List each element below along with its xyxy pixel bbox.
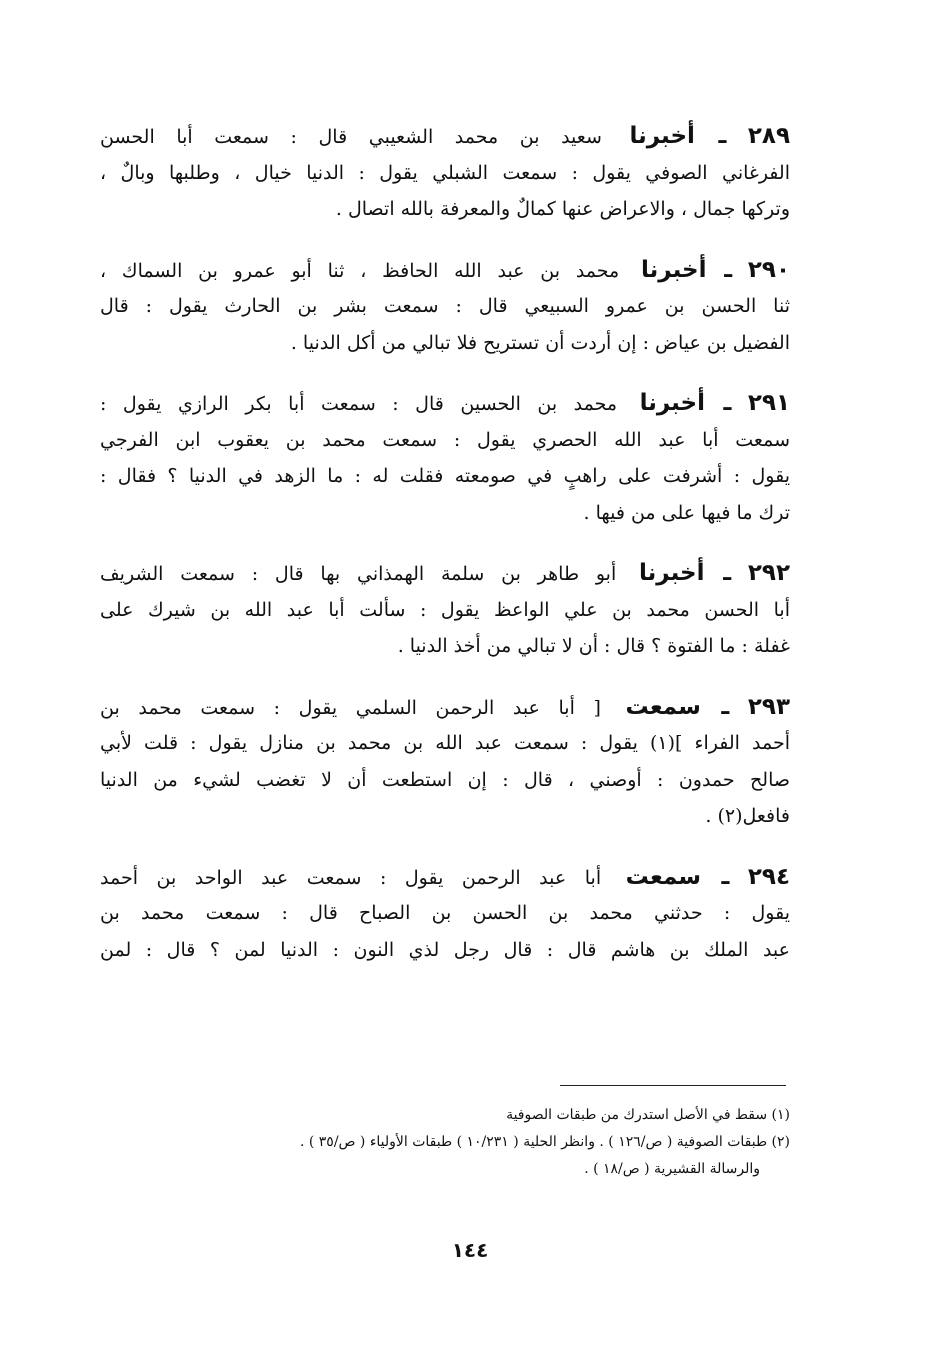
entry-text: محمد بن الحسين قال : سمعت أبا بكر الرازي يقول : bbox=[100, 393, 618, 415]
entry-line bbox=[100, 252, 790, 289]
entry-line bbox=[100, 555, 790, 592]
entry-line: فافعل(٢) . bbox=[705, 805, 790, 827]
entry-dash: ـ bbox=[694, 123, 727, 149]
entry-keyword: سمعت bbox=[625, 693, 701, 720]
entry-290 bbox=[100, 252, 790, 362]
entry-dash: ـ bbox=[706, 256, 733, 283]
entry-line: الفضيل بن عياض : إن أردت أن تستريح فلا تبالي من أكل الدنيا . bbox=[290, 331, 790, 354]
entry-number: ٢٨٩ bbox=[747, 123, 790, 149]
entry-text: أبو طاهر بن سلمة الهمذاني بها قال : سمعت الشريف bbox=[100, 563, 617, 585]
entry-keyword: أخبرنا bbox=[641, 256, 707, 283]
entry-293 bbox=[100, 689, 790, 835]
entry-keyword: أخبرنا bbox=[639, 390, 706, 416]
entry-number: ٢٩٢ bbox=[747, 560, 790, 586]
entry-keyword: أخبرنا bbox=[629, 123, 695, 149]
entry-line bbox=[100, 385, 790, 422]
footnote-divider bbox=[560, 1085, 786, 1086]
entry-line: يقول : أشرفت على راهبٍ في صومعته فقلت له : ما الزهد في الدنيا ؟ فقال : bbox=[100, 465, 790, 487]
entry-text: [ أبا عبد الرحمن السلمي يقول : سمعت محمد بن bbox=[100, 696, 601, 719]
footnotes bbox=[100, 1102, 790, 1183]
page-number: ١٤٤ bbox=[451, 1238, 489, 1262]
entry-line: أحمد الفراء ](١) يقول : سمعت عبد الله بن محمد بن منازل يقول : قلت لأبي bbox=[100, 732, 790, 754]
entry-line bbox=[100, 689, 790, 726]
entry-line: ترك ما فيها على من فيها . bbox=[583, 501, 790, 524]
entry-line: الفرغاني الصوفي يقول : سمعت الشبلي يقول : الدنيا خيال ، وطلبها وبالٌ ، bbox=[100, 161, 790, 184]
entry-line: ثنا الحسن بن عمرو السبيعي قال : سمعت بشر بن الحارث يقول : قال bbox=[100, 295, 790, 317]
footnote-2-continued: والرسالة القشيرية ( ص/١٨ ) . bbox=[584, 1161, 760, 1177]
entry-keyword: أخبرنا bbox=[639, 560, 705, 586]
entry-line: يقول : حدثني محمد بن الحسن بن الصباح قال : سمعت محمد بن bbox=[100, 902, 790, 924]
entry-dash: ـ bbox=[704, 560, 732, 586]
entry-line: صالح حمدون : أوصني ، قال : إن استطعت أن لا تغضب لشيء من الدنيا bbox=[100, 768, 790, 791]
entry-291 bbox=[100, 385, 790, 531]
entry-line: غفلة : ما الفتوة ؟ قال : أن لا تبالي من أخذ الدنيا . bbox=[397, 635, 790, 657]
entry-line bbox=[100, 859, 790, 896]
footnote-1: (١) سقط في الأصل استدرك من طبقات الصوفية bbox=[506, 1107, 790, 1123]
entry-dash: ـ bbox=[701, 863, 730, 890]
entry-number: ٢٩٤ bbox=[747, 863, 790, 890]
footnote-2: (٢) طبقات الصوفية ( ص/١٢٦ ) . وانظر الحلية ( ١٠/٢٣١ ) طبقات الأولياء ( ص/٣٥ ) . bbox=[299, 1134, 790, 1150]
entry-line: عبد الملك بن هاشم قال : قال رجل لذي النون : الدنيا لمن ؟ قال : لمن bbox=[100, 938, 790, 961]
entry-dash: ـ bbox=[705, 390, 732, 416]
entry-text: محمد بن عبد الله الحافظ ، ثنا أبو عمرو بن السماك ، bbox=[100, 259, 620, 282]
entry-line: أبا الحسن محمد بن علي الواعظ يقول : سألت أبا عبد الله بن شيرك على bbox=[100, 598, 790, 621]
entry-dash: ـ bbox=[700, 693, 730, 720]
entry-294 bbox=[100, 859, 790, 969]
entry-text: سعيد بن محمد الشعيبي قال : سمعت أبا الحسن bbox=[100, 126, 602, 148]
entry-289 bbox=[100, 118, 790, 228]
entry-line: سمعت أبا عبد الله الحصري يقول : سمعت محمد بن يعقوب ابن الفرجي bbox=[100, 428, 790, 451]
entry-text: أبا عبد الرحمن يقول : سمعت عبد الواحد بن أحمد bbox=[100, 866, 602, 889]
main-text bbox=[100, 118, 790, 992]
entry-keyword: سمعت bbox=[625, 863, 701, 890]
entry-number: ٢٩٣ bbox=[747, 693, 790, 720]
entry-292 bbox=[100, 555, 790, 665]
entry-line: وتركها جمال ، والاعراض عنها كمالٌ والمعرفة بالله اتصال . bbox=[335, 198, 790, 220]
entry-number: ٢٩١ bbox=[747, 390, 790, 416]
entry-line bbox=[100, 118, 790, 155]
entry-number: ٢٩٠ bbox=[747, 256, 790, 283]
